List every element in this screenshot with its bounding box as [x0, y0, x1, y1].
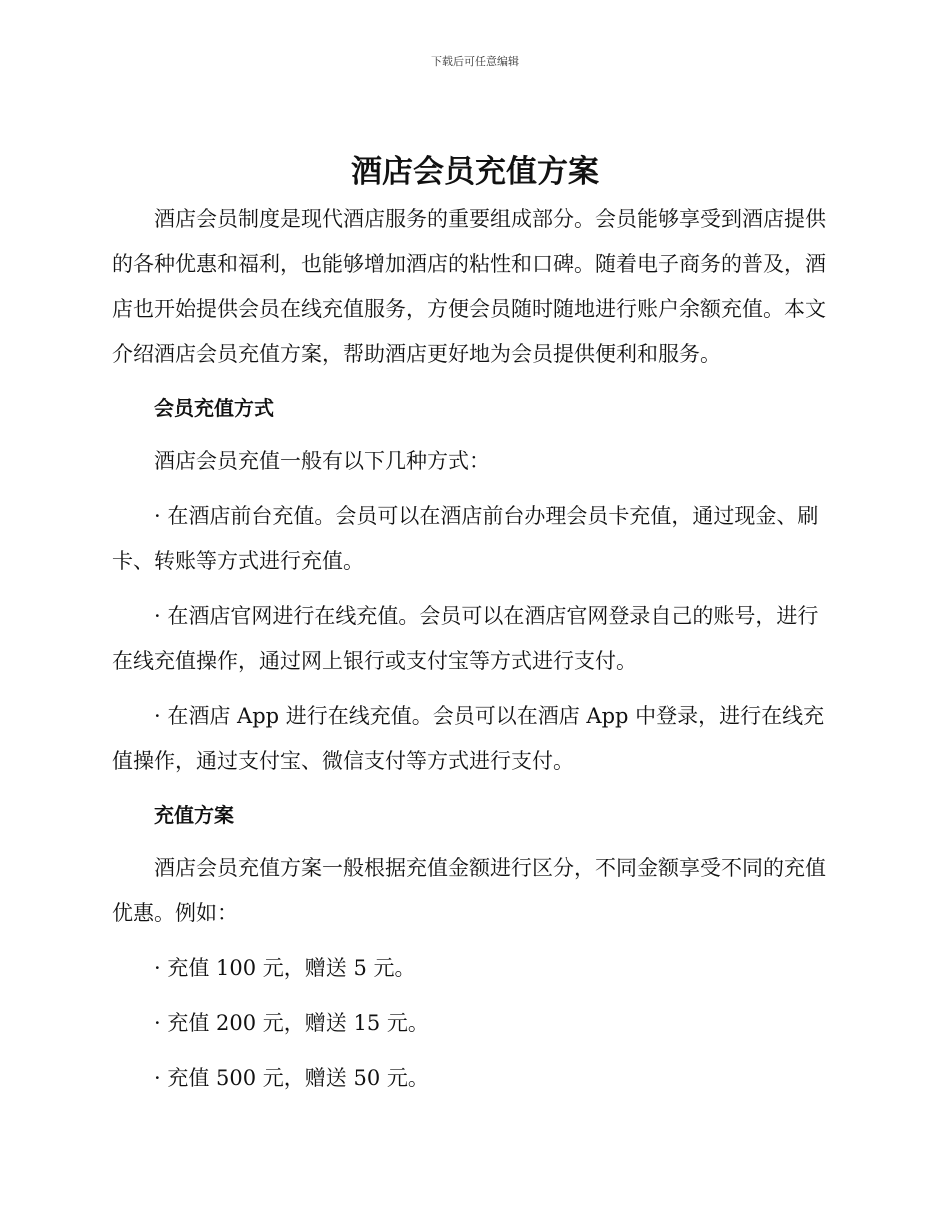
- recharge-method-app: [112, 694, 828, 784]
- recharge-method-front-desk: [112, 494, 828, 584]
- recharge-method-website: [112, 594, 828, 684]
- recharge-plan-200: [112, 1001, 828, 1046]
- section-heading-recharge-plans: 充值方案: [154, 803, 234, 827]
- header-note: 下载后可任意编辑: [431, 55, 519, 68]
- recharge-plans-lead: 酒店会员充值方案一般根据充值金额进行区分，不同金额享受不同的充值优惠。例如：: [112, 856, 826, 925]
- list-item-text: · 充值 200 元，赠送 15 元。: [154, 1011, 429, 1035]
- document-title: 酒店会员充值方案: [351, 154, 599, 190]
- recharge-plan-500: [112, 1056, 828, 1101]
- recharge-plan-100: [112, 946, 828, 991]
- list-item-text: · 充值 500 元，赠送 50 元。: [154, 1066, 429, 1090]
- section-heading-recharge-methods: 会员充值方式: [154, 396, 274, 420]
- list-item-text: · 在酒店官网进行在线充值。会员可以在酒店官网登录自己的账号，进行在线充值操作，通过网上银行或支付宝等方式进行支付。: [112, 604, 819, 673]
- list-item-text: · 在酒店 App 进行在线充值。会员可以在酒店 App 中登录，进行在线充值操作，通过支付宝、微信支付等方式进行支付。: [112, 704, 825, 773]
- document-body: [112, 197, 828, 1101]
- list-item-text: · 充值 100 元，赠送 5 元。: [154, 956, 416, 980]
- recharge-methods-lead: 酒店会员充值一般有以下几种方式：: [154, 449, 490, 473]
- intro-paragraph: 酒店会员制度是现代酒店服务的重要组成部分。会员能够享受到酒店提供的各种优惠和福利，也能够增加酒店的粘性和口碑。随着电子商务的普及，酒店也开始提供会员在线充值服务，方便会员随时随地进行账户余额充值。本文介绍酒店会员充值方案，帮助酒店更好地为会员提供便利和服务。: [112, 207, 826, 366]
- list-item-text: · 在酒店前台充值。会员可以在酒店前台办理会员卡充值，通过现金、刷卡、转账等方式进行充值。: [112, 504, 819, 573]
